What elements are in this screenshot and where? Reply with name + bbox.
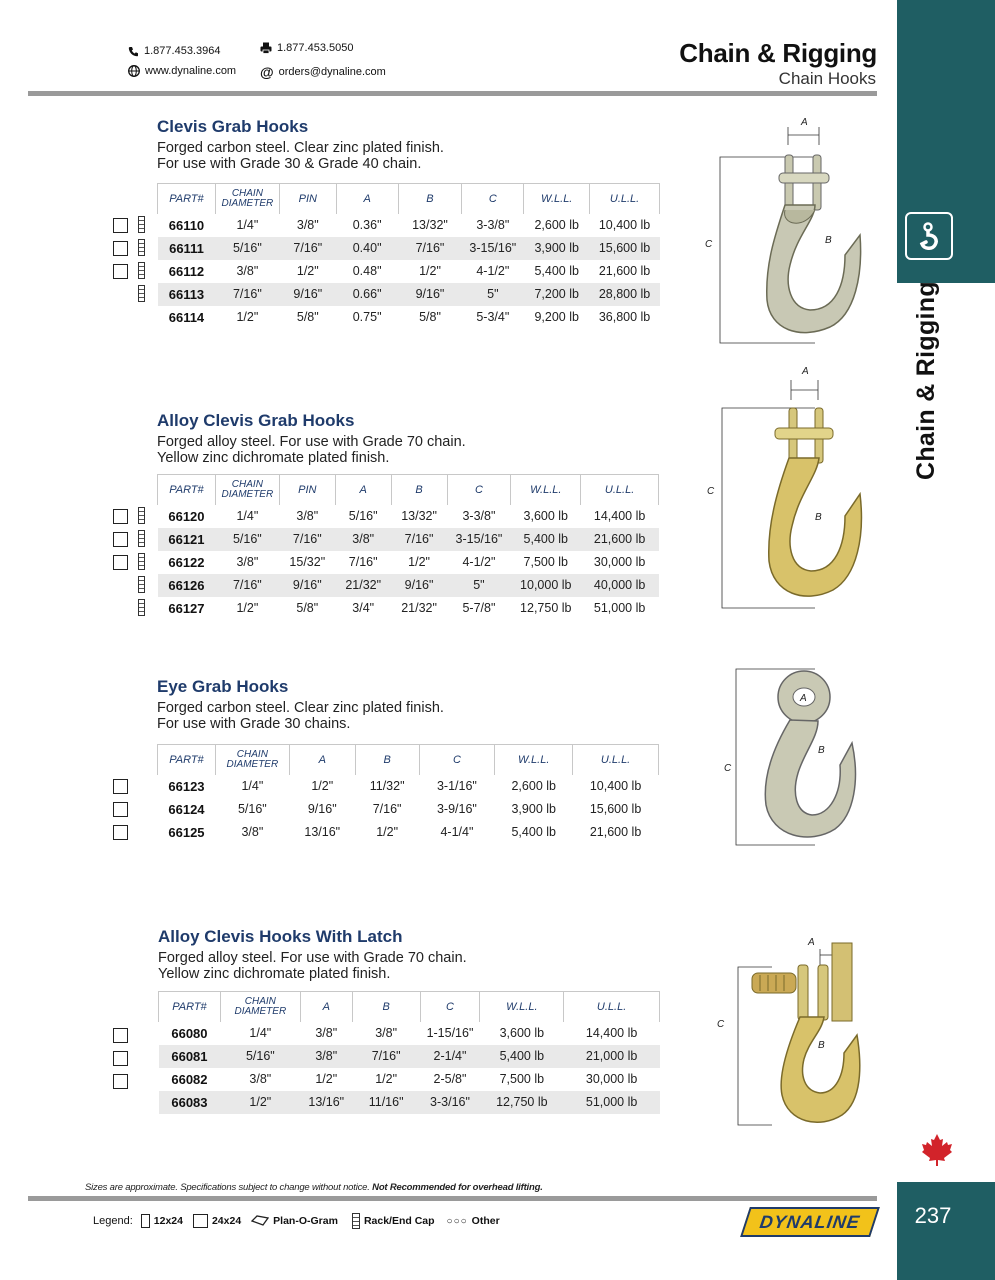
rack-icon: [138, 216, 145, 233]
checkbox-12x24[interactable]: [113, 509, 128, 524]
checkbox-12x24[interactable]: [113, 779, 128, 794]
col-header: A: [300, 992, 352, 1022]
col-header: B: [352, 992, 420, 1022]
table-row: 66114 1/2" 5/8" 0.75" 5/8" 5-3/4" 9,200 lb 36,800 lb: [168, 309, 651, 325]
checkbox-12x24[interactable]: [113, 802, 128, 817]
dim-label-b: B: [818, 745, 825, 756]
col-header: PART#: [158, 184, 216, 214]
page-title: Chain & Rigging: [679, 38, 877, 68]
legend-item: Other: [471, 1215, 500, 1227]
table-row: 66120 1/4" 3/8" 5/16" 13/32" 3-3/8" 3,600 lb 14,400 lb: [168, 508, 646, 524]
col-header: A: [336, 184, 398, 214]
section-description: Forged carbon steel. Clear zinc plated finish. For use with Grade 30 & Grade 40 chain.: [157, 140, 444, 172]
section-description: Forged carbon steel. Clear zinc plated finish. For use with Grade 30 chains.: [157, 700, 444, 732]
section-title: Alloy Clevis Grab Hooks: [157, 411, 355, 430]
col-header: A: [335, 475, 391, 505]
col-header: C: [419, 745, 495, 775]
sidebar-vertical-label: Chain & Rigging: [912, 281, 940, 480]
header-divider: [28, 91, 877, 96]
spec-table: [157, 474, 659, 620]
checkbox-12x24[interactable]: [113, 555, 128, 570]
section-title: Alloy Clevis Hooks With Latch: [158, 927, 403, 946]
phone-icon: [128, 46, 139, 57]
spec-table: [158, 991, 660, 1114]
col-header: PIN: [279, 475, 335, 505]
checkbox-12x24[interactable]: [113, 532, 128, 547]
footnote: Sizes are approximate. Specifications subject to change without notice. Not Recommended for overhead lifting.: [85, 1182, 543, 1193]
clevis-grab-hook-image: [705, 115, 865, 347]
rack-end-cap-icon: [352, 1213, 360, 1229]
page-number: 237: [914, 1203, 952, 1228]
rack-icon: [138, 507, 145, 524]
dim-label-a: A: [800, 693, 807, 704]
sidebar-bottom-band: [897, 1182, 995, 1280]
website-contact: [128, 65, 236, 77]
phone-contact: [128, 45, 220, 57]
24x24-icon: [193, 1214, 208, 1228]
spec-table: [157, 744, 659, 844]
table-row: 66121 5/16" 7/16" 3/8" 7/16" 3-15/16" 5,400 lb 21,600 lb: [158, 528, 659, 551]
col-header: B: [391, 475, 447, 505]
dim-label-b: B: [815, 512, 822, 523]
hook-icon: [905, 212, 953, 260]
col-header: U.L.L.: [581, 475, 659, 505]
dim-label-b: B: [825, 235, 832, 246]
table-row: 66125 3/8" 13/16" 1/2" 4-1/4" 5,400 lb 21,600 lb: [168, 824, 642, 840]
checkbox-12x24[interactable]: [113, 1074, 128, 1089]
dim-label-a: A: [801, 117, 808, 128]
table-row: 66082 3/8" 1/2" 1/2" 2-5/8" 7,500 lb 30,000 lb: [171, 1071, 638, 1087]
rack-icon: [138, 599, 145, 616]
spec-table: [157, 183, 660, 329]
section-title: Clevis Grab Hooks: [157, 117, 309, 136]
col-header: CHAIN DIAMETER: [220, 992, 300, 1022]
eye-grab-hook-image: [720, 665, 870, 850]
alloy-clevis-grab-hook-image: [705, 366, 865, 612]
table-row: 66126 7/16" 9/16" 21/32" 9/16" 5" 10,000 lb 40,000 lb: [158, 574, 659, 597]
col-header: C: [462, 184, 524, 214]
col-header: W.L.L.: [524, 184, 590, 214]
legend-item: 24x24: [211, 1215, 242, 1227]
legend-label: Legend:: [93, 1215, 133, 1227]
col-header: PIN: [279, 184, 336, 214]
section-description: Forged alloy steel. For use with Grade 70 chain. Yellow zinc dichromate plated finish.: [157, 434, 466, 466]
legend-item: Rack/End Cap: [363, 1215, 435, 1227]
footer-divider: [28, 1196, 877, 1201]
page-subtitle: Chain Hooks: [778, 69, 876, 88]
globe-icon: [128, 65, 140, 77]
col-header: C: [420, 992, 480, 1022]
checkbox-12x24[interactable]: [113, 1028, 128, 1043]
checkbox-12x24[interactable]: [113, 825, 128, 840]
dim-label-c: C: [705, 239, 713, 250]
table-row: 66124 5/16" 9/16" 7/16" 3-9/16" 3,900 lb 15,600 lb: [168, 801, 642, 817]
at-icon: @: [260, 64, 274, 80]
fax-number[interactable]: 1.877.453.5050: [277, 42, 354, 54]
checkbox-12x24[interactable]: [113, 218, 128, 233]
website-link[interactable]: www.dynaline.com: [145, 65, 237, 77]
table-row: 66081 5/16" 3/8" 7/16" 2-1/4" 5,400 lb 21,000 lb: [159, 1045, 660, 1068]
phone-number[interactable]: 1.877.453.3964: [144, 45, 221, 57]
col-header: U.L.L.: [573, 745, 659, 775]
col-header: CHAIN DIAMETER: [215, 745, 289, 775]
rack-icon: [138, 262, 145, 279]
checkbox-12x24[interactable]: [113, 241, 128, 256]
email-link[interactable]: orders@dynaline.com: [278, 66, 386, 78]
col-header: B: [398, 184, 462, 214]
other-icon: ○○○: [446, 1215, 468, 1227]
rack-icon: [138, 239, 145, 256]
table-row: 66113 7/16" 9/16" 0.66" 9/16" 5" 7,200 lb 28,800 lb: [158, 283, 660, 306]
col-header: B: [355, 745, 419, 775]
rack-icon: [138, 576, 145, 593]
col-header: U.L.L.: [590, 184, 660, 214]
checkbox-12x24[interactable]: [113, 1051, 128, 1066]
table-row: 66083 1/2" 13/16" 11/16" 3-3/16" 12,750 lb 51,000 lb: [159, 1091, 660, 1114]
col-header: W.L.L.: [511, 475, 581, 505]
col-header: PART#: [158, 475, 216, 505]
dim-label-c: C: [707, 486, 715, 497]
dim-label-a: A: [802, 366, 809, 377]
legend: [93, 1213, 500, 1229]
col-header: PART#: [158, 745, 216, 775]
maple-leaf-icon: [921, 1133, 953, 1167]
legend-item: 12x24: [153, 1215, 183, 1227]
col-header: CHAIN DIAMETER: [215, 184, 279, 214]
table-row: 66127 1/2" 5/8" 3/4" 21/32" 5-7/8" 12,750 lb 51,000 lb: [168, 600, 646, 616]
alloy-clevis-latch-hook-image: [712, 935, 872, 1130]
table-row: 66111 5/16" 7/16" 0.40" 7/16" 3-15/16" 3,900 lb 15,600 lb: [158, 237, 660, 260]
plan-o-gram-icon: [251, 1215, 269, 1227]
col-header: W.L.L.: [480, 992, 564, 1022]
col-header: W.L.L.: [495, 745, 573, 775]
fax-icon: [260, 42, 272, 54]
table-row: 66123 1/4" 1/2" 11/32" 3-1/16" 2,600 lb 10,400 lb: [168, 778, 642, 794]
col-header: A: [289, 745, 355, 775]
section-description: Forged alloy steel. For use with Grade 70 chain. Yellow zinc dichromate plated finish.: [158, 950, 467, 982]
dim-label-b: B: [818, 1040, 825, 1051]
col-header: PART#: [159, 992, 221, 1022]
email-contact: [260, 64, 386, 80]
dim-label-c: C: [717, 1019, 725, 1030]
table-row: 66112 3/8" 1/2" 0.48" 1/2" 4-1/2" 5,400 lb 21,600 lb: [168, 263, 651, 279]
dynaline-logo: DYNALINE: [740, 1207, 880, 1237]
table-row: 66080 1/4" 3/8" 3/8" 1-15/16" 3,600 lb 14,400 lb: [171, 1025, 638, 1041]
legend-item: Plan-O-Gram: [273, 1215, 338, 1227]
table-row: 66110 1/4" 3/8" 0.36" 13/32" 3-3/8" 2,600 lb 10,400 lb: [168, 217, 651, 233]
rack-icon: [138, 285, 145, 302]
fax-contact: [260, 42, 353, 54]
section-title: Eye Grab Hooks: [157, 677, 289, 696]
checkbox-12x24[interactable]: [113, 264, 128, 279]
col-header: CHAIN DIAMETER: [215, 475, 279, 505]
col-header: C: [447, 475, 511, 505]
dim-label-a: A: [808, 937, 815, 948]
dim-label-c: C: [724, 763, 732, 774]
sidebar: [897, 0, 995, 1280]
table-row: 66122 3/8" 15/32" 7/16" 1/2" 4-1/2" 7,500 lb 30,000 lb: [168, 554, 646, 570]
12x24-icon: [141, 1214, 150, 1228]
col-header: U.L.L.: [564, 992, 660, 1022]
rack-icon: [138, 553, 145, 570]
rack-icon: [138, 530, 145, 547]
